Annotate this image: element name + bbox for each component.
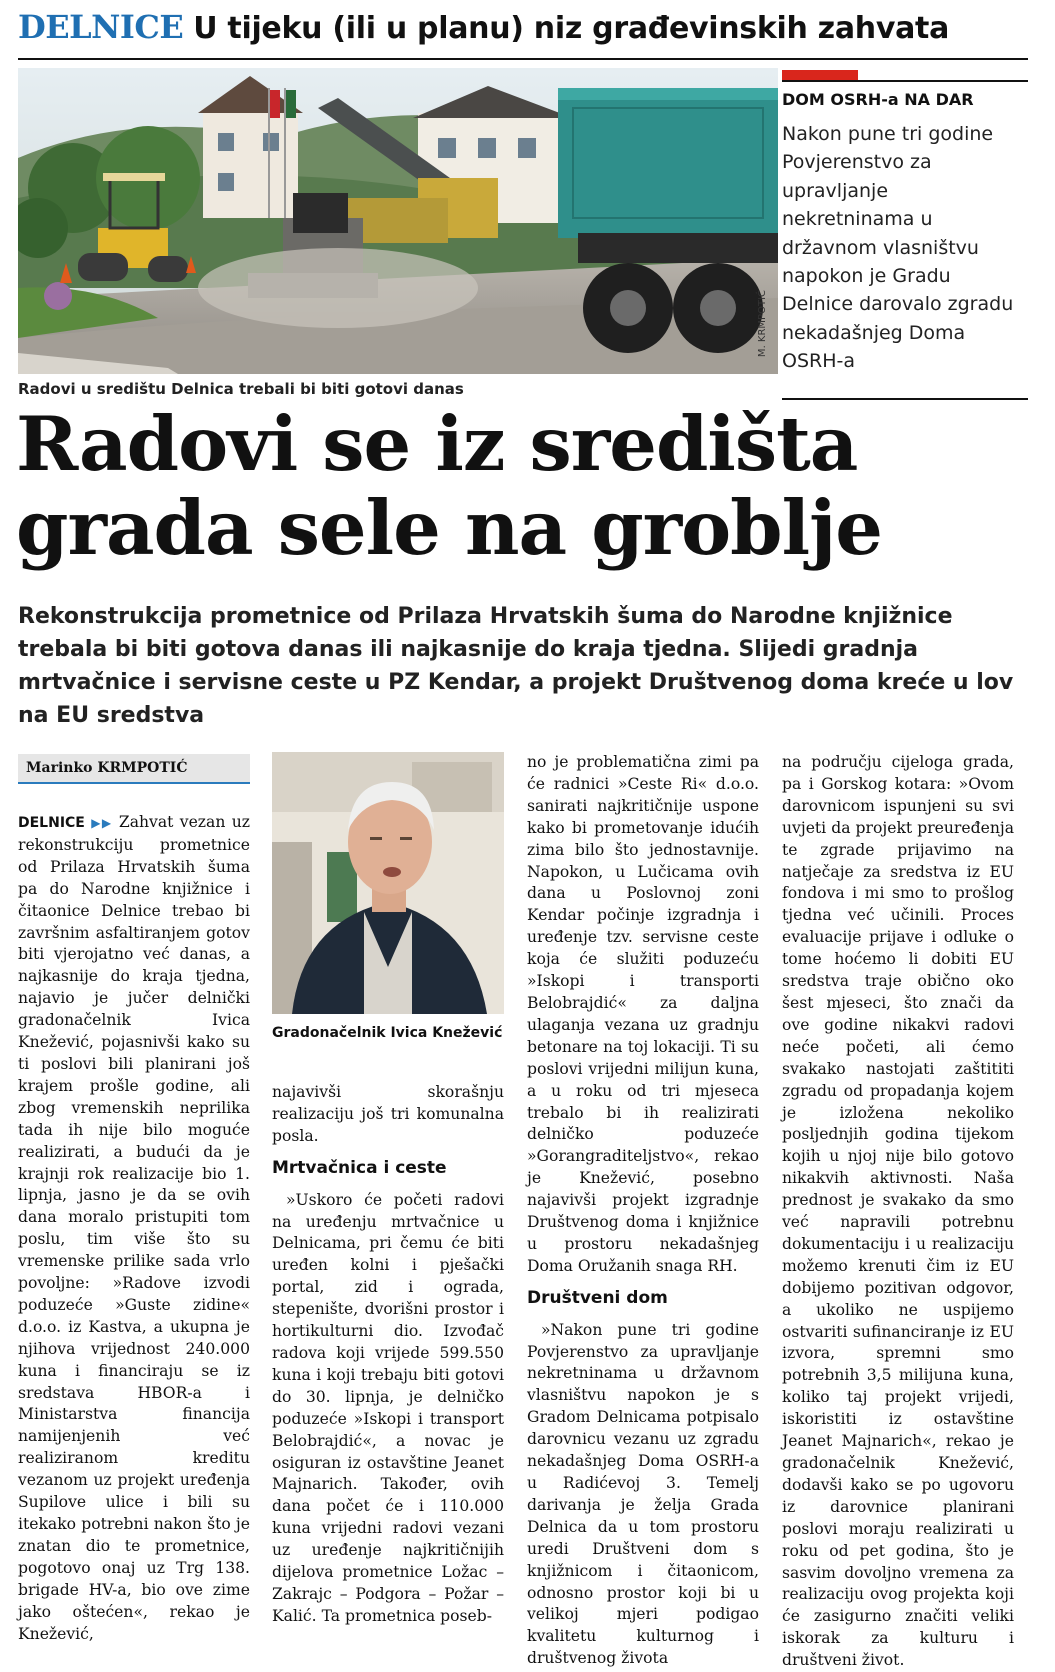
column-3-text: no je problematična zimi pa će radnici »Ceste Ri« d.o.o. sanirati najkritičnije uspone kako bi prometovanje idućih zima bilo što jednostavnije. Napokon, u Lučicama ovih dana u Poslovnoj zoni Kendar počinje izgradnja i uređenje tzv. servisne ceste koja će služiti poduzeću »Iskopi i transporti Belobrajdić« za daljna ulaganja vezana uz gradnju betonare na toj lokaciji. Ti su poslovi vrijedni milijun kuna, a u roku od tri mjeseca trebalo bi ih realizirati delničko poduzeće »Gorangraditeljstvo«, rekao je Knežević, posebno najavivši projekt izgradnje Društvenog doma i knjižnice u prostoru nekadašnjeg Doma Oružanih snaga RH. <box>527 753 759 1275</box>
mayor-portrait-photo <box>272 752 504 1014</box>
kicker <box>18 8 1028 56</box>
article-title-line-2: grada sele na groblje <box>16 484 882 572</box>
byline: Marinko KRMPOTIĆ <box>26 760 188 776</box>
article-title <box>16 402 1036 570</box>
column-1 <box>18 812 250 1645</box>
column-2 <box>272 1082 504 1628</box>
article-title-line-1: Radovi se iz središta <box>16 400 858 488</box>
subhead-drustveni-dom: Društveni dom <box>527 1287 668 1308</box>
column-2-intro: najavivši skorašnju realizaciju još tri komunalna posla. <box>272 1083 504 1145</box>
column-3-text-2: »Nakon pune tri godine Povjerenstvo za upravljanje nekretninama u državnom vlasništvu napokon je s Gradom Delnicama potpisalo darovnicu vezanu uz zgradu nekadašnjeg Doma OSRH-a u Radićevoj 3. Temelj darivanja je želja Grada Delnica da u tom prostoru uredi Društveni dom s knjižnicom i čitaonicom, odnosno prostor koji bi u velikoj mjeri podigao kvalitetu kulturnog i društvenog života <box>527 1320 759 1668</box>
sidebar-rule <box>782 80 1028 82</box>
sidebar-accent-bar <box>782 70 858 80</box>
section-label: DELNICE <box>18 8 184 46</box>
photo-credit: M. KRMPOTIĆ <box>757 290 768 358</box>
column-2-text: »Uskoro će početi radovi na uređenju mrtvačnice u Delnicama, pri čemu će biti uređen kolni i pješački portal, zid i ograda, stepenište, dvorišni prostor i hortikulturni dio. Izvođač radova koji vrijede 599.550 kuna i koji trebaju biti gotovi do 30. lipnja, je delničko poduzeće »Iskopi i transport Belobrajdić«, a novac je osiguran iz ostavštine Jeanet Majnarich. Također, ovih dana počet će i 110.000 kuna vrijedni radovi vezani uz uređenje najkritičnijih dijelova prometnice Ložac – Zakrajc – Podgora – Požar – Kalić. Ta prometnica poseb- <box>272 1190 504 1625</box>
column-4 <box>782 752 1014 1672</box>
dateline-arrows-icon: ▶▶ <box>91 816 113 830</box>
portrait-caption: Gradonačelnik Ivica Knežević <box>272 1025 503 1041</box>
dateline: DELNICE <box>18 815 85 831</box>
article-lede: Rekonstrukcija prometnice od Prilaza Hrvatskih šuma do Narodne knjižnice trebala bi biti gotova danas ili najkasnije do kraja tjedna. Slijedi gradnja mrtvačnice i servisne ceste u PZ Kendar, a projekt Društvenog doma kreće u lov na EU sredstva <box>18 604 1014 728</box>
column-1-text: Zahvat vezan uz rekonstrukciju prometnice od Prilaza Hrvatskih šuma pa do Narodne knjižnice i čitaonice Delnice trebao bi završnim asfaltiranjem gotov biti vjerojatno već danas, a najkasnije do kraja tjedna, najavio je jučer delnički gradonačelnik Ivica Knežević, pojasnivši kako su ti poslovi bili planirani još krajem prošle godine, ali zbog vremenskih neprilika tada ih nije bilo moguće realizirati, a budući da je krajnji rok realizacije bio 1. lipnja, jasno je da se ovih dana moralo pristupiti tom poslu, tim više što su vremenske prilike sada vrlo povoljne: »Radove izvodi poduzeće »Guste zidine« d.o.o. iz Kastva, a ukupna je njihova vrijednost 240.000 kuna i financiraju se iz sredstava HBOR-a i Ministarstva financija namijenjenih već realiziranom kreditu vezanom uz projekt uređenja Supilove ulice i bili su itekako potrebni nakon što je znatan dio te prometnice, pogotovo onaj uz Trg 138. brigade HV-a, bio ove zime jako oštećen«, rekao je Knežević, <box>18 813 250 1643</box>
sidebar-title: DOM OSRH-a NA DAR <box>782 90 974 109</box>
kicker-headline: U tijeku (ili u planu) niz građevinskih zahvata <box>193 11 950 46</box>
subhead-mrtvacnica: Mrtvačnica i ceste <box>272 1157 447 1178</box>
column-4-text: na području cijeloga grada, pa i Gorskog kotara: »Ovom darovnicom ispunjeni su svi uvjeti da projekt preuređenja te zgrade prijavimo na natječaje za sredstva iz EU fondova i mi smo to prošlog tjedna već učinili. Proces evaluacije prijave i odluke o tome hoćemo li dobiti EU sredstva traje obično oko šest mjeseci, što znači da ove godine nikakvi radovi neće početi, ali ćemo svakako nastojati zaštititi zgradu od propadanja kojem je izložena nekoliko posljednjih godina tijekom kojih u njoj nije bilo gotovo nikakvih aktivnosti. Naša prednost je svakako da smo već napravili potrebnu dokumentaciju i u realizaciju možemo krenuti čim iz EU dobijemo pozitivan odgovor, a ukoliko ne uspijemo ostvariti sufinanciranje iz EU izvora, spremni smo potrebnih 3,5 milijuna kuna, koliko taj projekt vrijedi, iskoristiti iz ostavštine Jeanet Majnarich«, rekao je gradonačelnik Knežević, dodavši kako se po ugovoru iz darovnice planirani poslovi moraju realizirati u roku od pet godina, što je sasvim dovoljno vremena za realizaciju ovog projekta koji će zasigurno značiti veliki iskorak za kulturu i društveni život. <box>782 753 1014 1670</box>
roadworks-photo <box>18 68 778 374</box>
column-3 <box>527 752 759 1670</box>
photo-caption: Radovi u središtu Delnica trebali bi biti gotovi danas <box>18 380 464 398</box>
sidebar-text: Nakon pune tri godine Povjerenstvo za upravljanje nekretninama u državnom vlasništvu napokon je Gradu Delnice darovalo zgradu nekadašnjeg Doma OSRH-a <box>782 123 1014 373</box>
kicker-rule <box>18 58 1028 60</box>
